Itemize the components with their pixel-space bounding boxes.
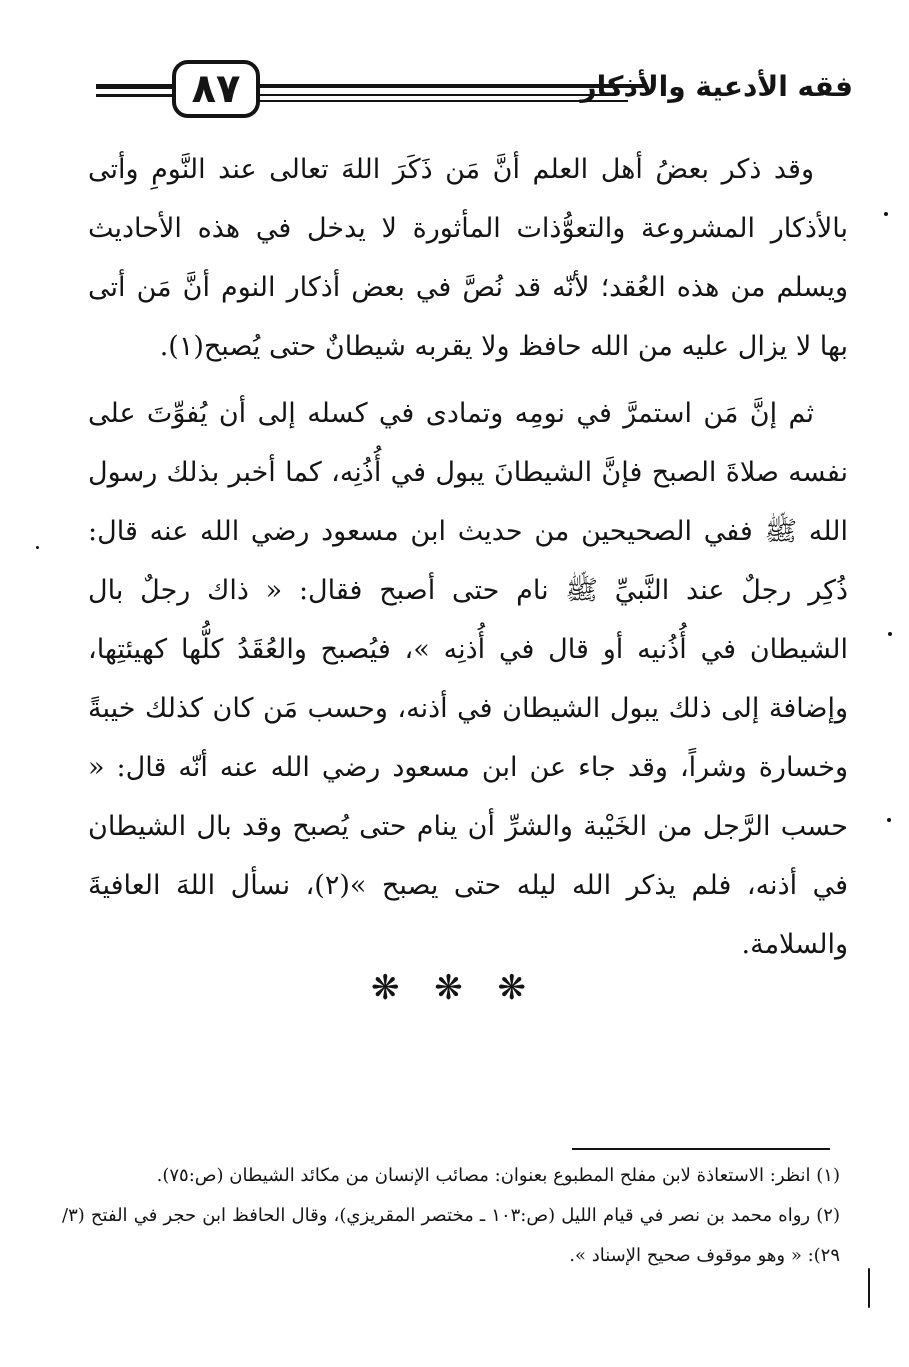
paragraph: ثم إنَّ مَن استمرَّ في نومِه وتمادى في كسله إلى أن يُفوِّتَ على نفسه صلاةَ الصبح فإنَّ الشيطانَ يبول في أُذُنِه، كما أخبر بذلك رسول الله ﷺ ففي الصحيحين من حديث ابن مسعود رضي الله عنه قال: ذُكِر رجلٌ عند النَّبيِّ ﷺ نام حتى أصبح فقال: « ذاك رجلٌ بال الشيطان في أُذُنيه أو قال في أُذنِه »، فيُصبح والعُقَدُ كلُّها كهيئتِها، وإضافة إلى ذلك يبول الشيطان في أذنه، وحسب مَن كان كذلك خيبةً وخسارة وشراً، وقد جاء عن ابن مسعود رضي الله عنه أنّه قال: « حسب الرَّجل من الخَيْبة والشرِّ أن ينام حتى يُصبح وقد بال الشيطان في أذنه، فلم يذكر الله ليله حتى يصبح »(٢)، نسأل اللهَ العافيةَ والسلامة. xyxy=(88,398,849,960)
header-rule xyxy=(96,94,178,97)
footnotes xyxy=(62,1156,840,1276)
section-separator: ❋ ❋ ❋ xyxy=(370,968,539,1008)
scan-speck xyxy=(888,632,892,636)
footnote-divider xyxy=(572,1148,830,1150)
page-header xyxy=(0,0,909,130)
header-rule xyxy=(256,100,628,102)
footnote: (٢) رواه محمد بن نصر في قيام الليل (ص:١٠٣ ـ مختصر المقريزي)، وقال الحافظ ابن حجر في الفتح (٣/ ٢٩): « وهو موقوف صحيح الإسناد ». xyxy=(62,1205,840,1266)
scan-speck xyxy=(36,546,39,549)
paragraph: وقد ذكر بعضُ أهل العلم أنَّ مَن ذَكَرَ اللهَ تعالى عند النَّومِ وأتى بالأذكار المشروعة والتعوُّذات المأثورة لا يدخل في هذه الأحاديث ويسلم من هذه العُقد؛ لأنّه قد نُصَّ في بعض أذكار النوم أنَّ مَن أتى بها لا يزال عليه من الله حافظ ولا يقربه شيطانٌ حتى يُصبح(١). xyxy=(88,154,848,362)
header-rule xyxy=(256,94,616,96)
scan-speck xyxy=(887,818,891,822)
main-text xyxy=(88,140,848,982)
scan-speck xyxy=(868,1268,870,1308)
scan-speck xyxy=(884,212,888,216)
header-rule xyxy=(96,84,178,89)
page-number: ٨٧ xyxy=(172,60,260,118)
running-title: فقه الأدعية والأذكار xyxy=(580,70,853,103)
footnote: (١) انظر: الاستعاذة لابن مفلح المطبوع بعنوان: مصائب الإنسان من مكائد الشيطان (ص:٧٥). xyxy=(156,1165,840,1186)
